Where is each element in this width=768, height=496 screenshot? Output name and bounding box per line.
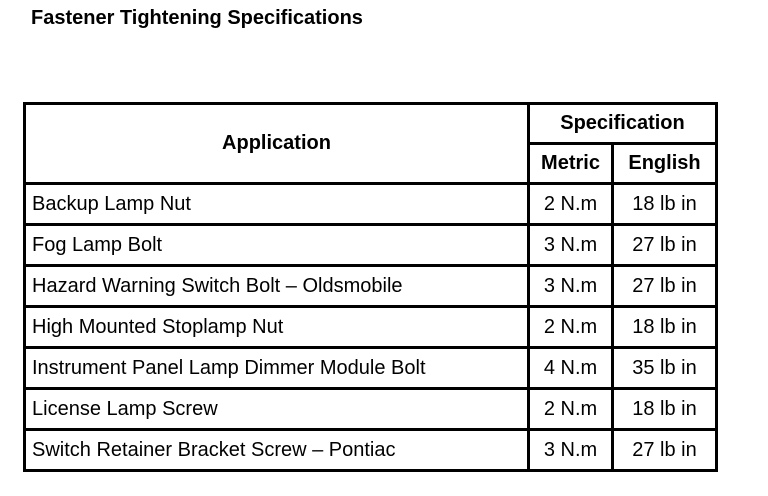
metric-cell: 2 N.m (529, 389, 613, 430)
application-cell: Hazard Warning Switch Bolt – Oldsmobile (25, 266, 529, 307)
metric-cell: 3 N.m (529, 266, 613, 307)
application-header: Application (25, 104, 529, 184)
application-cell: High Mounted Stoplamp Nut (25, 307, 529, 348)
application-cell: Switch Retainer Bracket Screw – Pontiac (25, 430, 529, 471)
header-row-top (25, 104, 717, 144)
english-cell: 18 lb in (613, 184, 717, 225)
english-cell: 35 lb in (613, 348, 717, 389)
table-row (25, 389, 717, 430)
table-row (25, 266, 717, 307)
table-row (25, 430, 717, 471)
metric-cell: 2 N.m (529, 184, 613, 225)
english-cell: 18 lb in (613, 389, 717, 430)
english-header: English (613, 144, 717, 184)
table-row (25, 184, 717, 225)
english-cell: 27 lb in (613, 225, 717, 266)
application-cell: Fog Lamp Bolt (25, 225, 529, 266)
application-cell: License Lamp Screw (25, 389, 529, 430)
page-title: Fastener Tightening Specifications (31, 7, 363, 29)
english-cell: 18 lb in (613, 307, 717, 348)
fastener-spec-table (23, 102, 718, 472)
table-row (25, 225, 717, 266)
table-row (25, 307, 717, 348)
metric-cell: 4 N.m (529, 348, 613, 389)
specification-header: Specification (529, 104, 717, 144)
metric-cell: 3 N.m (529, 430, 613, 471)
metric-cell: 3 N.m (529, 225, 613, 266)
metric-header: Metric (529, 144, 613, 184)
english-cell: 27 lb in (613, 430, 717, 471)
application-cell: Backup Lamp Nut (25, 184, 529, 225)
application-cell: Instrument Panel Lamp Dimmer Module Bolt (25, 348, 529, 389)
table-row (25, 348, 717, 389)
english-cell: 27 lb in (613, 266, 717, 307)
metric-cell: 2 N.m (529, 307, 613, 348)
